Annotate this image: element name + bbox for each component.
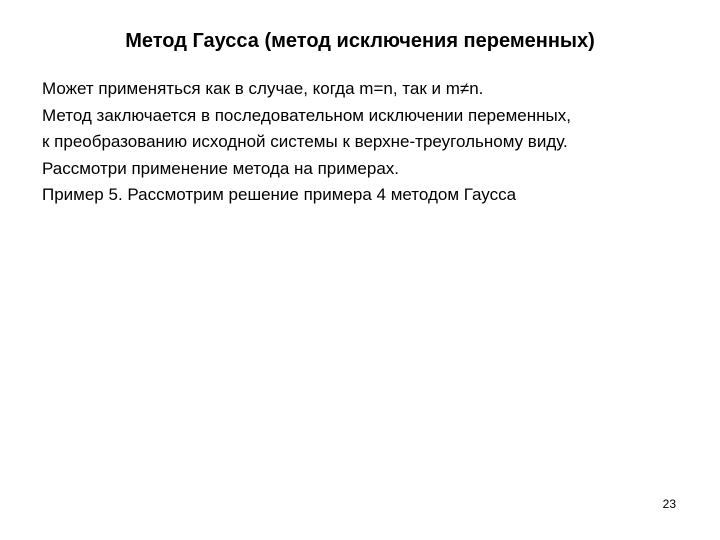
body-line: Пример 5. Рассмотрим решение примера 4 методом Гаусса: [42, 185, 517, 204]
body-line: Может применяться как в случае, когда m=n, так и m≠n.: [42, 79, 484, 98]
body-line: к преобразованию исходной системы к верхне-треугольному виду.: [42, 132, 568, 151]
slide-body: [42, 76, 702, 209]
slide-title: Метод Гаусса (метод исключения переменных): [125, 30, 595, 52]
body-line: Рассмотри применение метода на примерах.: [42, 158, 400, 178]
body-line: Метод заключается в последовательном исключении переменных,: [42, 105, 571, 125]
page-number: 23: [662, 497, 676, 511]
